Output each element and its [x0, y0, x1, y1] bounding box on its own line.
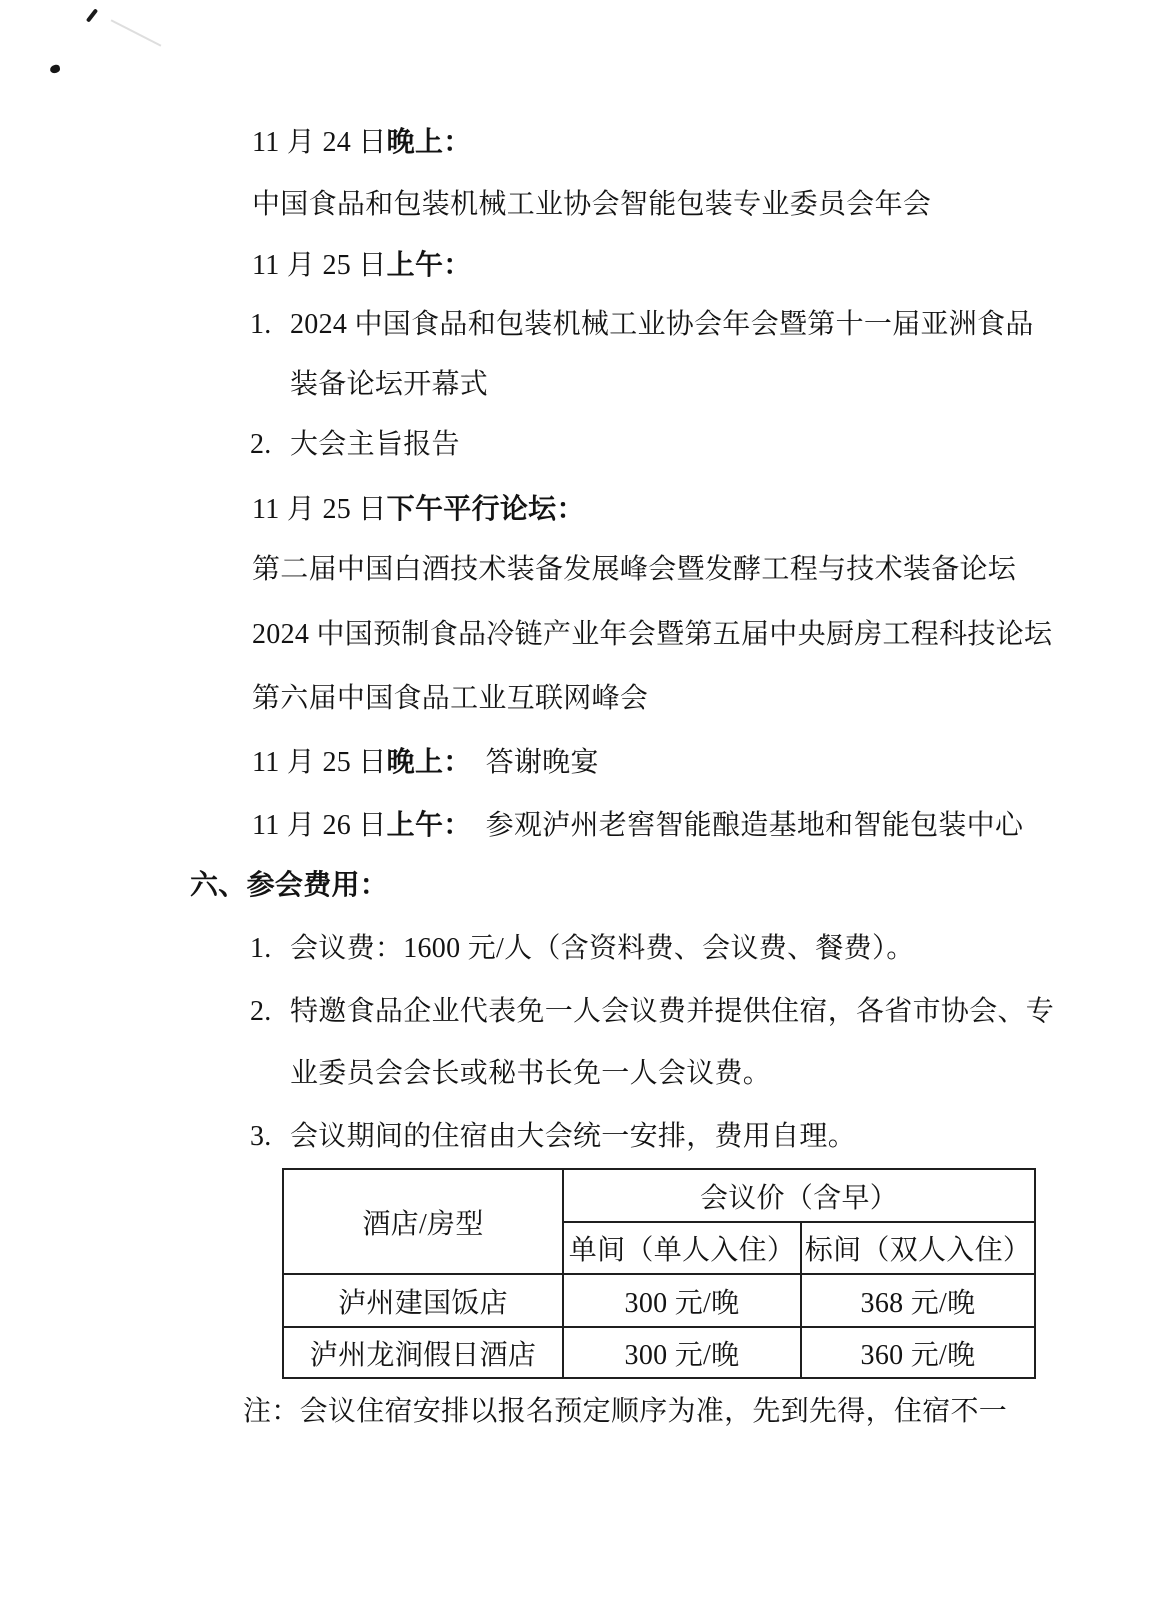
table-cell-hotel-name: 泸州龙涧假日酒店	[284, 1328, 564, 1377]
scan-artifact-dot	[49, 64, 60, 74]
list-number: 1.	[250, 933, 272, 964]
fees-item-2	[250, 995, 1054, 1029]
schedule-item-1	[250, 308, 1034, 342]
section-title-fees	[190, 868, 388, 902]
event-title-continuation: 装备论坛开幕式	[290, 369, 489, 400]
table-header-standard-room: 标间（双人入住）	[802, 1223, 1034, 1275]
table-cell-standard-price: 360 元/晚	[860, 1339, 976, 1371]
activity-text: 参观泸州老窖智能酿造基地和智能包装中心	[485, 810, 1024, 841]
date-text: 11 月 25 日	[252, 250, 387, 281]
table-header-hotel-room-type: 酒店/房型	[284, 1170, 564, 1275]
forum-line-cold-chain	[252, 618, 1052, 652]
fees-item-text: 会议费：1600 元/人（含资料费、会议费、餐费）。	[290, 933, 915, 964]
schedule-line-committee-annual	[252, 188, 931, 222]
list-number: 3.	[250, 1121, 272, 1152]
fees-item-1	[250, 932, 915, 966]
table-header-conference-price: 会议价（含早）	[564, 1170, 1034, 1223]
time-text: 晚上：	[386, 746, 472, 777]
schedule-line-nov26-morning	[252, 808, 1023, 843]
list-number: 2.	[250, 429, 272, 460]
table-cell-single-price: 300 元/晚	[564, 1275, 802, 1328]
forum-line-baijiu-summit	[252, 553, 1016, 587]
date-text: 11 月 24 日	[252, 127, 387, 158]
scan-artifact-tick	[86, 8, 98, 22]
list-number: 1.	[250, 309, 272, 340]
time-text: 上午：	[386, 249, 472, 280]
fees-item-text-continuation: 业委员会会长或秘书长免一人会议费。	[290, 1058, 772, 1089]
event-title: 中国食品和包装机械工业协会智能包装专业委员会年会	[252, 189, 932, 220]
schedule-item-2	[250, 428, 460, 462]
date-text: 11 月 26 日	[252, 810, 387, 841]
schedule-line-nov24-evening	[252, 125, 472, 160]
schedule-line-nov25-morning	[252, 248, 472, 283]
event-title: 第六届中国食品工业互联网峰会	[252, 683, 649, 714]
schedule-line-nov25-afternoon-forums	[252, 492, 585, 527]
fees-item-3	[250, 1120, 856, 1154]
table-note-text: 注：会议住宿安排以报名预定顺序为准，先到先得，住宿不一	[243, 1396, 1008, 1427]
scan-artifact-smudge	[111, 19, 162, 46]
event-title: 2024 中国食品和包装机械工业协会年会暨第十一届亚洲食品	[290, 309, 1034, 340]
event-title: 大会主旨报告	[290, 429, 460, 460]
table-header-single-room: 单间（单人入住）	[564, 1223, 802, 1275]
time-text: 晚上：	[386, 126, 472, 157]
hotel-price-table	[282, 1168, 1036, 1379]
schedule-line-nov25-evening	[252, 745, 599, 780]
schedule-item-1-continuation	[290, 368, 488, 402]
table-cell-single-price: 300 元/晚	[564, 1328, 802, 1377]
fees-item-2-continuation	[290, 1057, 771, 1091]
activity-text: 答谢晚宴	[485, 747, 599, 778]
table-cell-standard-price: 368 元/晚	[802, 1275, 1034, 1328]
list-number: 2.	[250, 996, 272, 1027]
table-cell-hotel-name: 泸州建国饭店	[284, 1275, 564, 1328]
fees-item-text: 特邀食品企业代表免一人会议费并提供住宿，各省市协会、专	[290, 996, 1055, 1027]
date-text: 11 月 25 日	[252, 494, 387, 525]
forum-line-food-internet-summit	[252, 682, 648, 716]
event-title: 第二届中国白酒技术装备发展峰会暨发酵工程与技术装备论坛	[252, 554, 1017, 585]
section-title-text: 六、参会费用：	[190, 869, 389, 900]
table-note	[243, 1395, 1007, 1429]
date-text: 11 月 25 日	[252, 747, 387, 778]
fees-item-text: 会议期间的住宿由大会统一安排，费用自理。	[290, 1121, 857, 1152]
time-text: 上午：	[386, 809, 472, 840]
time-text: 下午平行论坛：	[386, 493, 585, 524]
event-title: 2024 中国预制食品冷链产业年会暨第五届中央厨房工程科技论坛	[252, 619, 1053, 650]
